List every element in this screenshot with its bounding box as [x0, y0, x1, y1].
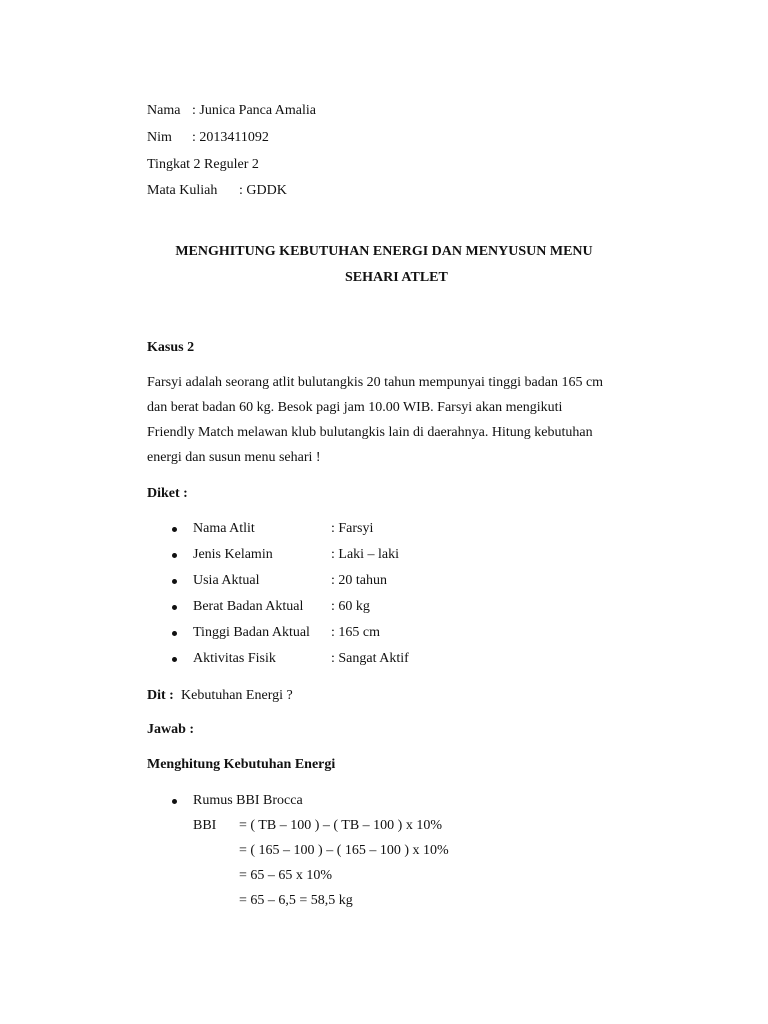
diket-item-value: : Laki – laki	[331, 547, 400, 562]
rumus-label: Rumus BBI Brocca	[193, 793, 303, 808]
jawab-heading: Jawab :	[147, 722, 195, 737]
nama-value: : Junica Panca Amalia	[192, 103, 317, 118]
diket-item-label: Aktivitas Fisik	[193, 651, 276, 666]
dit-text: Kebutuhan Energi ?	[181, 688, 293, 703]
diket-item-label: Berat Badan Aktual	[193, 599, 304, 614]
bullet-icon	[172, 799, 177, 804]
diket-item-label: Nama Atlit	[193, 521, 255, 536]
document-title-line2: SEHARI ATLET	[345, 270, 448, 285]
bbi-step: = 65 – 65 x 10%	[239, 868, 333, 883]
kasus-line: Friendly Match melawan klub bulutangkis lain di daerahnya. Hitung kebutuhan	[147, 425, 593, 440]
bullet-icon	[172, 657, 177, 662]
bullet-icon	[172, 553, 177, 558]
kasus-line: dan berat badan 60 kg. Besok pagi jam 10.00 WIB. Farsyi akan mengikuti	[147, 400, 563, 415]
diket-item-label: Usia Aktual	[193, 573, 260, 588]
bbi-step: = 65 – 6,5 = 58,5 kg	[239, 893, 353, 908]
bullet-icon	[172, 579, 177, 584]
diket-item-value: : 165 cm	[331, 625, 380, 640]
dit-label: Dit :	[147, 688, 174, 703]
nama-label: Nama	[147, 103, 181, 118]
diket-heading: Diket :	[147, 486, 188, 501]
kasus-heading: Kasus 2	[147, 340, 195, 355]
jawab-subheading: Menghitung Kebutuhan Energi	[147, 757, 336, 772]
matkul-label: Mata Kuliah	[147, 183, 218, 198]
nim-value: : 2013411092	[192, 130, 269, 145]
bullet-icon	[172, 527, 177, 532]
document-title-line1: MENGHITUNG KEBUTUHAN ENERGI DAN MENYUSUN MENU	[175, 244, 593, 259]
matkul-value: : GDDK	[239, 183, 287, 198]
tingkat-text: Tingkat 2 Reguler 2	[147, 157, 259, 172]
bbi-label: BBI	[193, 818, 217, 833]
kasus-line: energi dan susun menu sehari !	[147, 450, 321, 465]
diket-item-value: : 20 tahun	[331, 573, 387, 588]
diket-item-value: : Farsyi	[331, 521, 374, 536]
bbi-step: = ( TB – 100 ) – ( TB – 100 ) x 10%	[239, 818, 442, 833]
nim-label: Nim	[147, 130, 172, 145]
diket-item-label: Tinggi Badan Aktual	[193, 625, 310, 640]
bullet-icon	[172, 605, 177, 610]
diket-item-label: Jenis Kelamin	[193, 547, 273, 562]
diket-item-value: : Sangat Aktif	[331, 651, 409, 666]
kasus-line: Farsyi adalah seorang atlit bulutangkis 20 tahun mempunyai tinggi badan 165 cm	[147, 375, 604, 390]
bbi-step: = ( 165 – 100 ) – ( 165 – 100 ) x 10%	[239, 843, 449, 858]
diket-item-value: : 60 kg	[331, 599, 370, 614]
bullet-icon	[172, 631, 177, 636]
